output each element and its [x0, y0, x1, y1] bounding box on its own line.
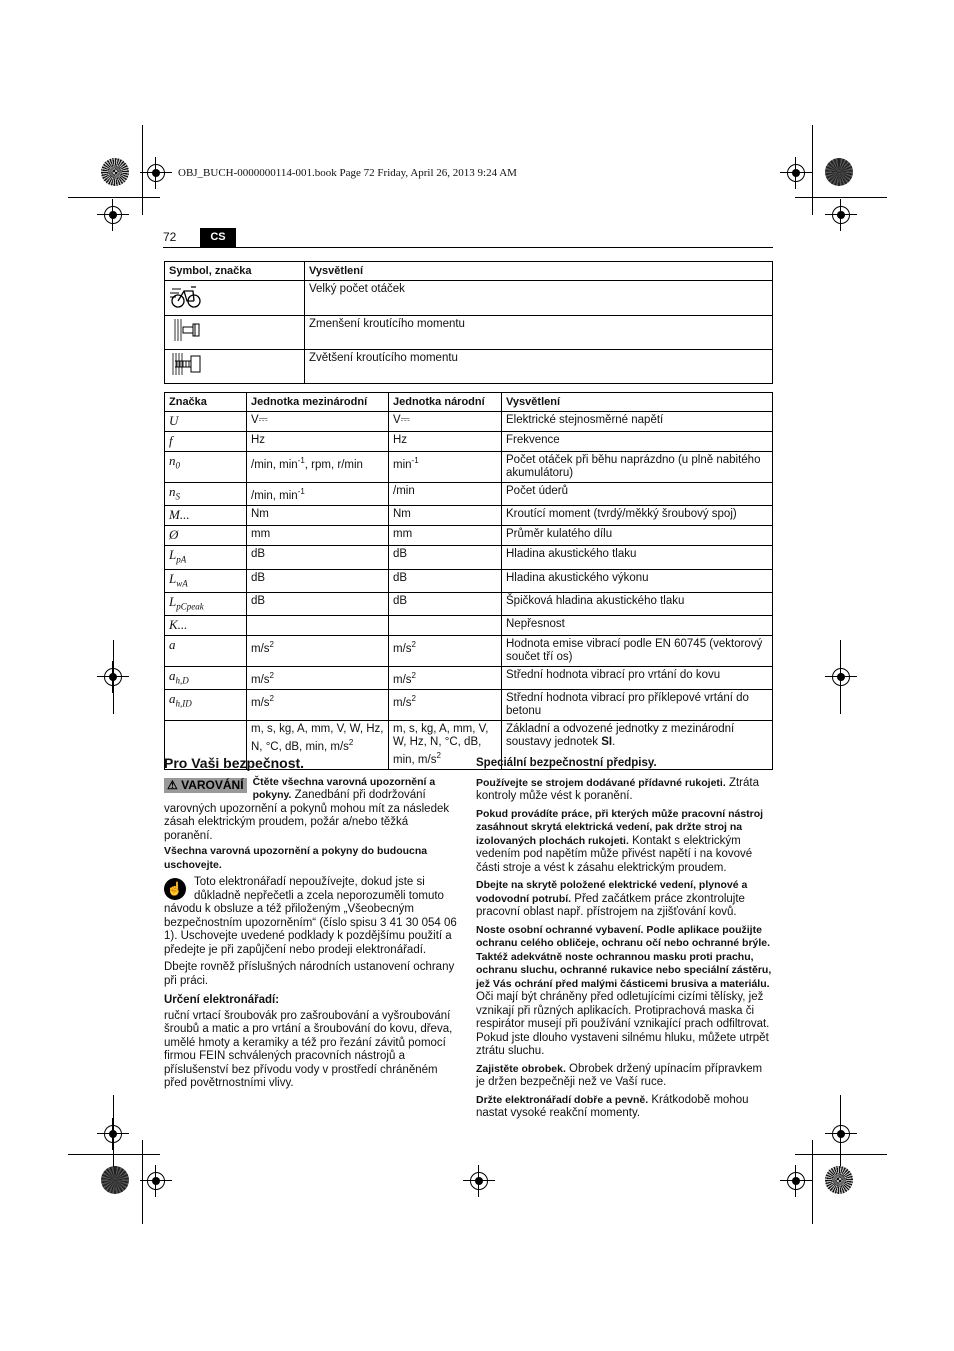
unit-symbol: L	[169, 593, 177, 609]
unit-text: m, s, kg, A, mm, V, W, Hz, N, °C, dB, min, m/s	[393, 723, 489, 767]
color-rose-mark	[101, 158, 129, 186]
symbol-cell	[165, 412, 247, 432]
description-cell	[502, 569, 773, 592]
symbol-cell	[165, 526, 247, 546]
national-unit-cell	[389, 506, 502, 526]
registration-mark	[787, 164, 805, 182]
national-unit-cell	[389, 452, 502, 483]
description-text: Průměr kulatého dílu	[506, 528, 613, 541]
unit-superscript: 2	[411, 640, 416, 650]
unit-symbol: a	[169, 691, 176, 707]
table-row	[165, 350, 773, 384]
color-rose-mark	[101, 1166, 129, 1194]
special-safety-heading: Speciální bezpečnostní předpisy.	[476, 757, 657, 769]
warning-bold-text: Čtěte všechna varovná upozornění a pokyny.	[252, 775, 436, 801]
registration-mark	[832, 206, 850, 224]
warning-badge	[164, 778, 247, 794]
international-unit-cell	[247, 483, 389, 506]
purpose-heading: Určení elektronářadí:	[164, 994, 280, 1006]
international-unit-cell	[247, 592, 389, 615]
unit-text: dB	[251, 594, 266, 607]
symbol-cell	[165, 636, 247, 667]
symbol-cell	[165, 506, 247, 526]
description-cell	[502, 592, 773, 615]
unit-symbol: a	[169, 637, 176, 653]
color-rose-mark	[825, 1166, 853, 1194]
unit-superscript: 2	[436, 751, 441, 761]
international-unit-cell	[247, 452, 389, 483]
unit-text: /min, min	[251, 489, 298, 502]
unit-superscript: 2	[269, 694, 274, 704]
safety-item	[476, 1063, 773, 1090]
description-text: Špičková hladina akustického tlaku	[506, 594, 685, 607]
warning-block	[164, 776, 457, 844]
unit-text: Hz	[393, 434, 408, 446]
registration-mark	[104, 206, 122, 224]
description-text: Hladina akustického tlaku	[506, 548, 637, 561]
unit-text: m/s	[251, 643, 270, 656]
column-header: Jednotka národní	[389, 393, 502, 412]
column-header: Vysvětlení	[305, 262, 773, 281]
language-badge-label: CS	[210, 231, 226, 243]
unit-text: mm	[393, 528, 413, 541]
unit-symbol: M...	[169, 507, 190, 523]
table-row	[165, 452, 773, 483]
registration-mark	[104, 1125, 122, 1143]
table-row	[165, 281, 773, 316]
safety-item-text: Kontakt s elektrickým vedením pod napětím může přivést napětí i na kovové části stroje a vést k zásahu elektrickým proudem.	[476, 834, 753, 874]
registration-mark	[787, 1172, 805, 1190]
unit-text: dB	[393, 571, 408, 584]
national-unit-cell	[389, 526, 502, 546]
page-number: 72	[163, 230, 177, 244]
unit-text: , rpm, r/min	[304, 458, 363, 471]
safety-item-bold: Používejte se strojem dodávané přídavné rukojeti.	[476, 776, 726, 789]
unit-text: m/s	[251, 674, 270, 687]
table-row	[165, 616, 773, 636]
description-cell	[502, 616, 773, 636]
unit-superscript: 2	[269, 671, 274, 681]
torque-reduce-icon	[169, 318, 203, 342]
unit-superscript: 2	[411, 694, 416, 704]
unit-text: dB	[251, 571, 266, 584]
units-table	[164, 392, 773, 770]
safety-item	[476, 924, 773, 1059]
description-cell	[502, 690, 773, 721]
national-unit-cell	[389, 569, 502, 592]
safety-item	[476, 808, 773, 876]
warning-text: Zanedbání při dodržování varovných upozornění a pokynů mohou mít za následek zásah elektrickým proudem, požár a/nebo těžká poranění.	[164, 789, 450, 842]
unit-text: /min, min	[251, 458, 298, 471]
national-unit-cell	[389, 636, 502, 667]
national-regulations-text: Dbejte rovněž příslušných národních ustanovení ochrany při práci.	[164, 961, 455, 987]
description-cell	[502, 546, 773, 569]
description-text: Střední hodnota vibrací pro vrtání do kovu	[506, 669, 721, 682]
registration-mark	[832, 1125, 850, 1143]
description-cell	[502, 412, 773, 432]
safety-item	[476, 879, 773, 920]
column-header: Značka	[165, 393, 247, 412]
description-text: Základní a odvozené jednotky z mezinárodní soustavy jednotek	[506, 723, 735, 749]
unit-text: m/s	[393, 643, 412, 656]
unit-symbol-subscript: S	[175, 491, 180, 502]
description-cell: Zvětšení kroutícího momentu	[305, 350, 773, 384]
safety-item	[476, 777, 773, 804]
unit-superscript: 2	[269, 640, 274, 650]
unit-text: /min	[393, 485, 415, 497]
safety-item-bold: Noste osobní ochranné vybavení. Podle aplikace použijte ochranu celého obličeje, ochranu očí nebo ochranné brýle. Taktéž adekvátně noste ochrannou masku proti prachu, ochranu sluchu, ochranné rukavice nebo speciální zástěru, jež Vás ochrání před malými částicemi brusiva a materiálu.	[476, 923, 772, 990]
unit-symbol: Ø	[169, 527, 179, 543]
unit-text: dB	[251, 548, 266, 561]
description-text: Hodnota emise vibrací podle EN 60745 (vektorový součet tří os)	[506, 638, 763, 664]
international-unit-cell	[247, 667, 389, 690]
column-header: Vysvětlení	[502, 393, 773, 412]
unit-symbol-subscript: pA	[176, 554, 187, 565]
safety-item-bold: Dbejte na skrytě položené elektrické vedení, plynové a vodovodní potrubí.	[476, 879, 748, 905]
warning-triangle-icon: ⚠	[167, 777, 178, 792]
unit-superscript: 2	[411, 671, 416, 681]
torque-increase-icon	[169, 352, 203, 376]
table-row	[165, 316, 773, 350]
table-row	[165, 432, 773, 452]
international-unit-cell	[247, 616, 389, 636]
symbol-cell	[165, 316, 305, 350]
description-text: .	[612, 736, 616, 749]
column-header: Symbol, značka	[165, 262, 305, 281]
warning-badge-label: VAROVÁNÍ	[181, 777, 244, 792]
international-unit-cell	[247, 526, 389, 546]
national-unit-cell	[389, 432, 502, 452]
unit-text: Nm	[393, 508, 411, 521]
safety-item-bold: Držte elektronářadí dobře a pevně.	[476, 1093, 649, 1106]
symbol-cell	[165, 592, 247, 615]
language-badge	[200, 228, 236, 247]
unit-text: dB	[393, 594, 408, 607]
description-cell: Zmenšení kroutícího momentu	[305, 316, 773, 350]
safety-item-text: Před začátkem práce zkontrolujte pracovní oblast např. přístrojem na zjišťování kovů.	[476, 892, 745, 918]
purpose-text: ruční vrtací šroubovák pro zašroubování a vyšroubování šroubů a matic a pro vrtání a šroubování do kovu, dřeva, umělé hmoty a keramiky a též pro řezání závitů pomocí firmou FEIN schválených pracovních nástrojů a příslušenství bez přívodu vody v prostředí chráněném před povětrnostními vlivy.	[164, 1009, 453, 1089]
unit-symbol: L	[169, 570, 177, 586]
column-header: Jednotka mezinárodní	[247, 393, 389, 412]
international-unit-cell	[247, 432, 389, 452]
table-header-row	[165, 262, 773, 281]
table-row	[165, 412, 773, 432]
color-rose-mark	[825, 158, 853, 186]
symbol-cell	[165, 483, 247, 506]
header-rule	[163, 247, 773, 248]
unit-text: V⎓	[251, 414, 268, 426]
safety-heading: Pro Vaši bezpečnost.	[164, 755, 305, 771]
table-row	[165, 592, 773, 615]
international-unit-cell	[247, 690, 389, 721]
symbol-cell	[165, 350, 305, 384]
safety-item-bold: Zajistěte obrobek.	[476, 1062, 566, 1075]
unit-text: m, s, kg, A, mm, V, W, Hz, N, °C, dB, min, m/s	[251, 723, 384, 754]
table-row	[165, 569, 773, 592]
symbols-table	[164, 261, 773, 384]
unit-symbol-subscript: wA	[176, 577, 188, 588]
table-row	[165, 636, 773, 667]
symbol-cell	[165, 667, 247, 690]
description-text: Hladina akustického výkonu	[506, 571, 649, 584]
unit-text: dB	[393, 548, 408, 561]
description-cell	[502, 636, 773, 667]
registration-mark	[832, 668, 850, 686]
manual-text: Toto elektronářadí nepoužívejte, dokud jste si důkladně nepřečetli a zcela neporozuměli tomuto návodu k obsluze a též přiloženým „Všeobecným bezpečnostním upozorněním“ (číslo spisu 3 41 30 054 06 1). Uschovejte uvedené podklady k pozdějšímu použití a předejte je při zapůjčení nebo prodeji elektronářadí.	[164, 876, 457, 956]
description-cell	[502, 483, 773, 506]
unit-symbol: f	[169, 433, 173, 448]
national-unit-cell	[389, 592, 502, 615]
unit-superscript: -1	[411, 456, 419, 465]
keep-instructions-text: Všechna varovná upozornění a pokyny do budoucna uschovejte.	[164, 845, 428, 871]
national-unit-cell	[389, 546, 502, 569]
book-file-line: OBJ_BUCH-0000000114-001.book Page 72 Friday, April 26, 2013 9:24 AM	[178, 167, 517, 179]
unit-symbol: n	[169, 484, 176, 499]
description-text: Elektrické stejnosměrné napětí	[506, 414, 664, 426]
unit-symbol: L	[169, 547, 177, 563]
international-unit-cell	[247, 546, 389, 569]
unit-superscript: -1	[297, 487, 305, 496]
national-unit-cell	[389, 412, 502, 432]
unit-text: Nm	[251, 508, 269, 521]
right-column	[476, 757, 773, 1125]
unit-superscript: -1	[297, 456, 305, 465]
read-manual-icon: ☝	[164, 878, 186, 900]
unit-text: V⎓	[393, 414, 410, 426]
unit-symbol: a	[169, 668, 176, 684]
manual-paragraph	[164, 876, 457, 957]
high-speed-icon	[169, 283, 203, 309]
symbol-cell	[165, 546, 247, 569]
safety-item	[476, 1094, 773, 1121]
description-cell	[502, 526, 773, 546]
unit-symbol-subscript: pCpeak	[176, 601, 204, 612]
symbol-cell	[165, 569, 247, 592]
description-text: Počet úderů	[506, 485, 569, 497]
national-unit-cell	[389, 483, 502, 506]
symbol-cell	[165, 690, 247, 721]
description-text: Frekvence	[506, 434, 560, 446]
international-unit-cell	[247, 506, 389, 526]
unit-text: m/s	[251, 697, 270, 710]
description-text: Počet otáček při běhu naprázdno (u plně nabitého akumulátoru)	[506, 454, 761, 479]
symbol-cell	[165, 452, 247, 483]
registration-mark	[470, 1172, 488, 1190]
unit-symbol: n	[169, 453, 176, 468]
international-unit-cell	[247, 569, 389, 592]
registration-mark	[147, 1172, 165, 1190]
unit-text: m/s	[393, 674, 412, 687]
safety-item-text: Oči mají být chráněny před odletujícími cizími tělísky, jež vznikají při různých aplikacích. Protiprachová maska či respirátor musejí při používání vznikající prach odfiltrovat. Pokud jste dlouho vystaveni silnému hluku, můžete utrpět ztrátu sluchu.	[476, 991, 770, 1057]
unit-symbol-subscript: h,D	[175, 675, 189, 686]
table-row	[165, 506, 773, 526]
symbol-cell	[165, 432, 247, 452]
international-unit-cell	[247, 412, 389, 432]
registration-mark	[147, 164, 165, 182]
safety-item-text: Obrobek držený upínacím přípravkem je držen bezpečněji než ve Vaší ruce.	[476, 1062, 763, 1088]
table-header-row	[165, 393, 773, 412]
unit-text: m/s	[393, 697, 412, 710]
unit-symbol: U	[169, 413, 179, 428]
registration-mark	[104, 668, 122, 686]
description-text: Nepřesnost	[506, 618, 565, 631]
table-row	[165, 690, 773, 721]
table-row	[165, 526, 773, 546]
national-unit-cell	[389, 616, 502, 636]
unit-symbol-subscript: 0	[175, 460, 180, 471]
description-text: Střední hodnota vibrací pro příklepové vrtání do betonu	[506, 692, 749, 718]
left-column	[164, 757, 457, 1095]
description-cell	[502, 506, 773, 526]
national-unit-cell	[389, 690, 502, 721]
symbol-cell	[165, 281, 305, 316]
description-cell: Velký počet otáček	[305, 281, 773, 316]
description-cell	[502, 432, 773, 452]
table-row	[165, 483, 773, 506]
unit-symbol: K...	[169, 617, 188, 633]
description-bold: SI	[601, 736, 613, 749]
description-cell	[502, 667, 773, 690]
international-unit-cell	[247, 636, 389, 667]
unit-text: mm	[251, 528, 271, 541]
national-unit-cell	[389, 667, 502, 690]
unit-symbol-subscript: h,ID	[175, 698, 192, 709]
symbol-cell	[165, 616, 247, 636]
table-row	[165, 546, 773, 569]
unit-text: Hz	[251, 434, 266, 446]
unit-superscript: 2	[348, 738, 354, 748]
unit-text: min	[393, 458, 412, 471]
description-cell	[502, 452, 773, 483]
safety-item-text: Krátkodobě mohou nastat vysoké reakční momenty.	[476, 1093, 749, 1119]
safety-item-bold: Pokud provádíte práce, při kterých může pracovní nástroj zasáhnout skrytá elektrická vedení, pak držte stroj na izolovaných plochách rukojeti.	[476, 807, 764, 847]
table-row	[165, 667, 773, 690]
description-text: Kroutící moment (tvrdý/měkký šroubový spoj)	[506, 508, 737, 521]
safety-item-text: Ztráta kontroly může vést k poranění.	[476, 776, 759, 802]
